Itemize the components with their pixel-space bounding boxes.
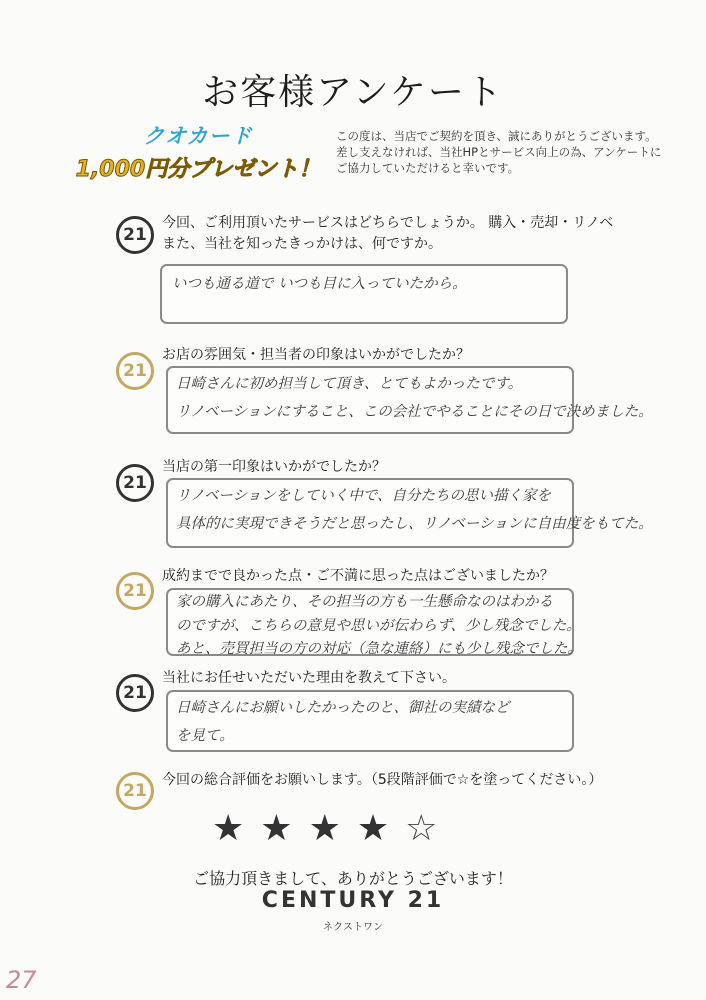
promo-banner <box>58 120 338 183</box>
answer-4-line-2: のですが、こちらの意見や思いが伝わらず、少し残念でした。 <box>176 618 581 634</box>
star-filled-icon: ★ <box>212 808 261 849</box>
answer-box-4 <box>166 588 582 657</box>
answer-box-2 <box>166 366 653 434</box>
promo-line-2: 1,000円分プレゼント！ <box>75 157 321 182</box>
answer-2-line-1: 日崎さんに初め担当して頂き、とてもよかったです。 <box>176 376 523 392</box>
question-5: 当社にお任せいただいた理由を教えて下さい。 <box>162 670 456 686</box>
answer-5-line-1: 日崎さんにお願いしたかったのと、御社の実績など <box>176 700 510 716</box>
star-rating <box>212 808 453 849</box>
century21-logo-icon: 21 <box>116 464 154 502</box>
page-title: お客様アンケート <box>202 72 504 113</box>
answer-4-line-1: 家の購入にあたり、その担当の方も一生懸命なのはわかる <box>176 594 553 610</box>
page-number: 27 <box>6 966 37 994</box>
century21-logo-icon: 21 <box>116 772 154 810</box>
century21-logo-icon: 21 <box>116 216 154 254</box>
century21-logo-icon: 21 <box>116 674 154 712</box>
star-filled-icon: ★ <box>260 808 309 849</box>
question-1-line-2: また、当社を知ったきっかけは、何ですか。 <box>162 236 442 252</box>
question-6: 今回の総合評価をお願いします。（5段階評価で☆を塗ってください。） <box>162 772 603 788</box>
star-filled-icon: ★ <box>356 808 406 849</box>
question-3: 当店の第一印象はいかがでしたか？ <box>162 459 386 475</box>
answer-3-line-2: 具体的に実現できそうだと思ったし、リノベーションに自由度をもてた。 <box>176 516 653 532</box>
answer-4-line-3: あと、売買担当の方の対応（急な連絡）にも少し残念でした。 <box>176 641 582 657</box>
star-filled-icon: ★ <box>308 808 357 849</box>
brand-subtitle: ネクストワン <box>323 922 383 933</box>
century21-logo-icon: 21 <box>116 352 154 390</box>
brand-logo: CENTURY 21 <box>261 888 445 913</box>
question-1 <box>162 213 682 255</box>
answer-5-line-2: を見て。 <box>176 728 234 744</box>
answer-box-5 <box>166 690 574 752</box>
intro-text: この度は、当店でご契約を頂き、誠にありがとうございます。差し支えなければ、当社HPとサービス向上の為、アンケートにご協力していただけると幸いです。 <box>336 129 662 175</box>
question-2: お店の雰囲気・担当者の印象はいかがでしたか？ <box>162 347 470 363</box>
answer-1-line-1: いつも通る道で いつも目に入っていたから。 <box>172 276 467 292</box>
question-4: 成約までで良かった点・ご不満に思った点はございましたか？ <box>162 568 554 584</box>
answer-box-1 <box>160 264 568 324</box>
century21-logo-icon: 21 <box>116 572 154 610</box>
promo-line-1: クオカード <box>143 124 253 148</box>
star-empty-icon: ☆ <box>405 808 454 849</box>
question-1-line-1: 今回、ご利用頂いたサービスはどちらでしょうか。 購入・売却・リノベ <box>162 215 614 231</box>
thanks-message: ご協力頂きまして、ありがとうございます！ <box>193 869 513 888</box>
answer-2-line-2: リノベーションにすること、この会社でやることにその日で決めました。 <box>176 404 653 420</box>
answer-box-3 <box>166 478 653 548</box>
answer-3-line-1: リノベーションをしていく中で、自分たちの思い描く家を <box>176 488 551 504</box>
